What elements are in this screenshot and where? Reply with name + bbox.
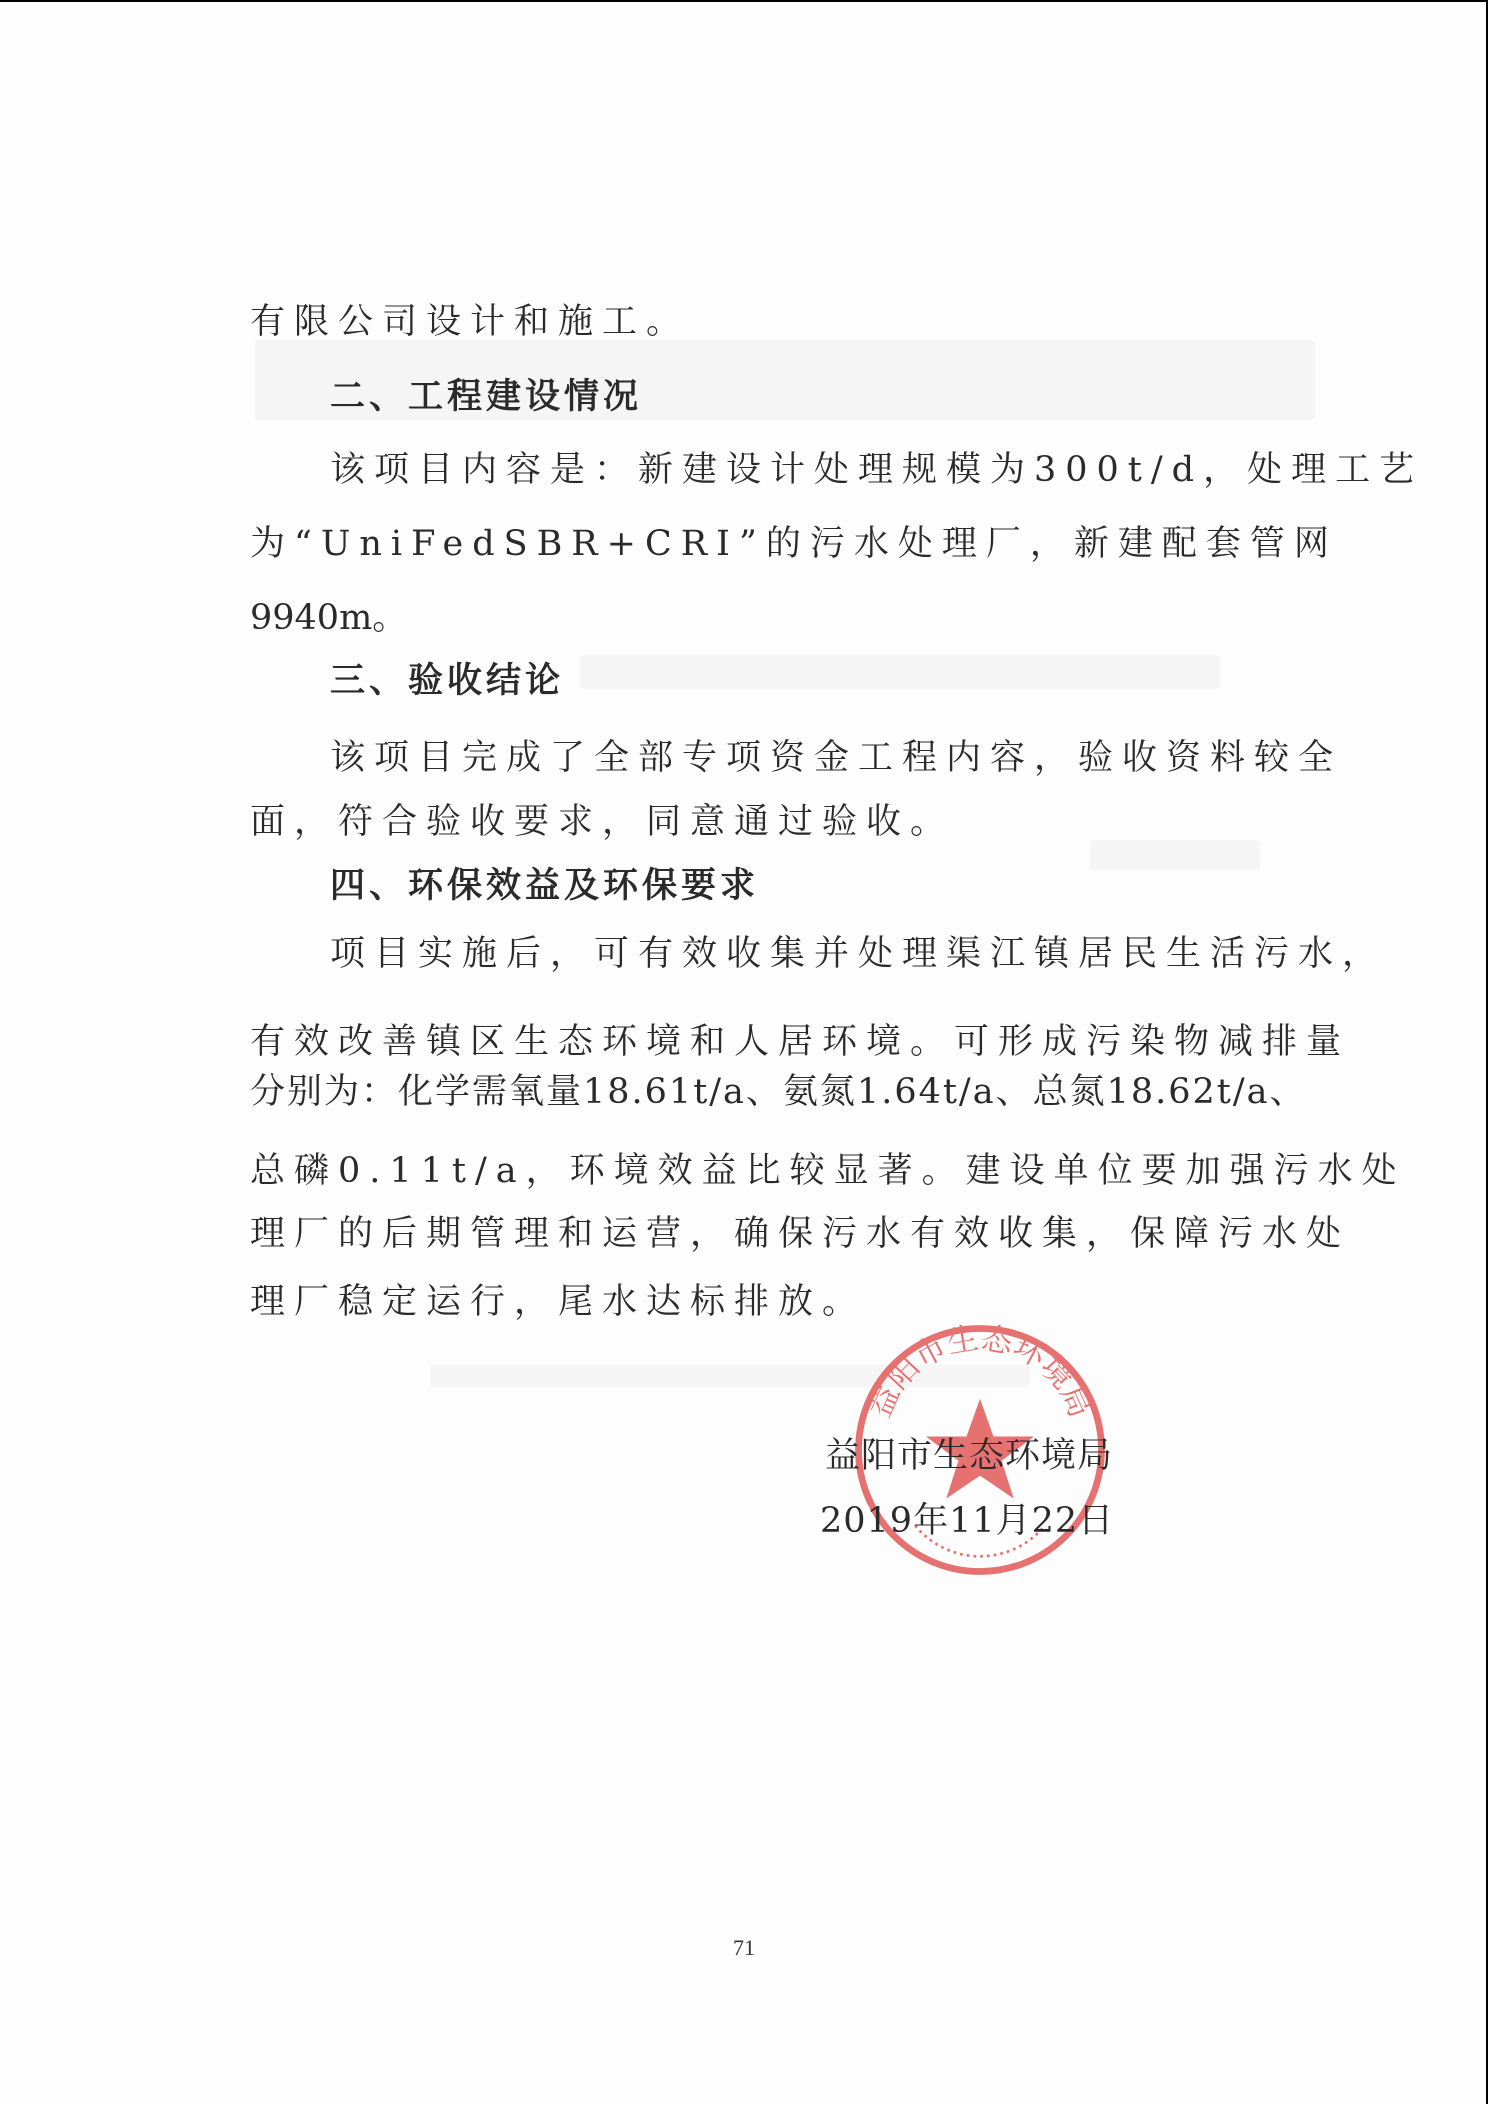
body-line-7: 该项目完成了全部专项资金工程内容，验收资料较全 bbox=[330, 738, 1343, 778]
body-line-3: 该项目内容是：新建设计处理规模为300t/d，处理工艺 bbox=[330, 450, 1424, 490]
body-line-8: 面，符合验收要求，同意通过验收。 bbox=[250, 802, 955, 842]
body-line-14: 理厂的后期管理和运营，确保污水有效收集，保障污水处 bbox=[250, 1214, 1351, 1254]
body-line-13: 总磷0.11t/a，环境效益比较显著。建设单位要加强污水处 bbox=[250, 1151, 1406, 1191]
signature-date: 2019年11月22日 bbox=[820, 1501, 1115, 1541]
section-heading-4: 四、环保效益及环保要求 bbox=[330, 866, 760, 906]
page-number: 71 bbox=[733, 1935, 755, 1960]
body-line-10: 项目实施后，可有效收集并处理渠江镇居民生活污水， bbox=[330, 934, 1387, 974]
body-line-12: 分别为：化学需氧量18.61t/a、氨氮1.64t/a、总氮18.62t/a、 bbox=[250, 1072, 1307, 1112]
body-line-15: 理厂稳定运行，尾水达标排放。 bbox=[250, 1282, 867, 1322]
body-line-4: 为“UniFedSBR+CRI”的污水处理厂，新建配套管网 bbox=[250, 524, 1338, 564]
body-line-11: 有效改善镇区生态环境和人居环境。可形成污染物减排量 bbox=[250, 1022, 1351, 1062]
scan-border-top bbox=[0, 0, 1488, 2]
body-line-5: 9940m。 bbox=[250, 598, 408, 638]
signature-organization: 益阳市生态环境局 bbox=[825, 1436, 1114, 1476]
section-heading-2: 二、工程建设情况 bbox=[330, 377, 643, 417]
seal-arc-text: 益阳市生态环境局 bbox=[861, 1320, 1099, 1423]
section-heading-3: 三、验收结论 bbox=[330, 661, 565, 701]
body-line-1: 有限公司设计和施工。 bbox=[250, 302, 691, 342]
